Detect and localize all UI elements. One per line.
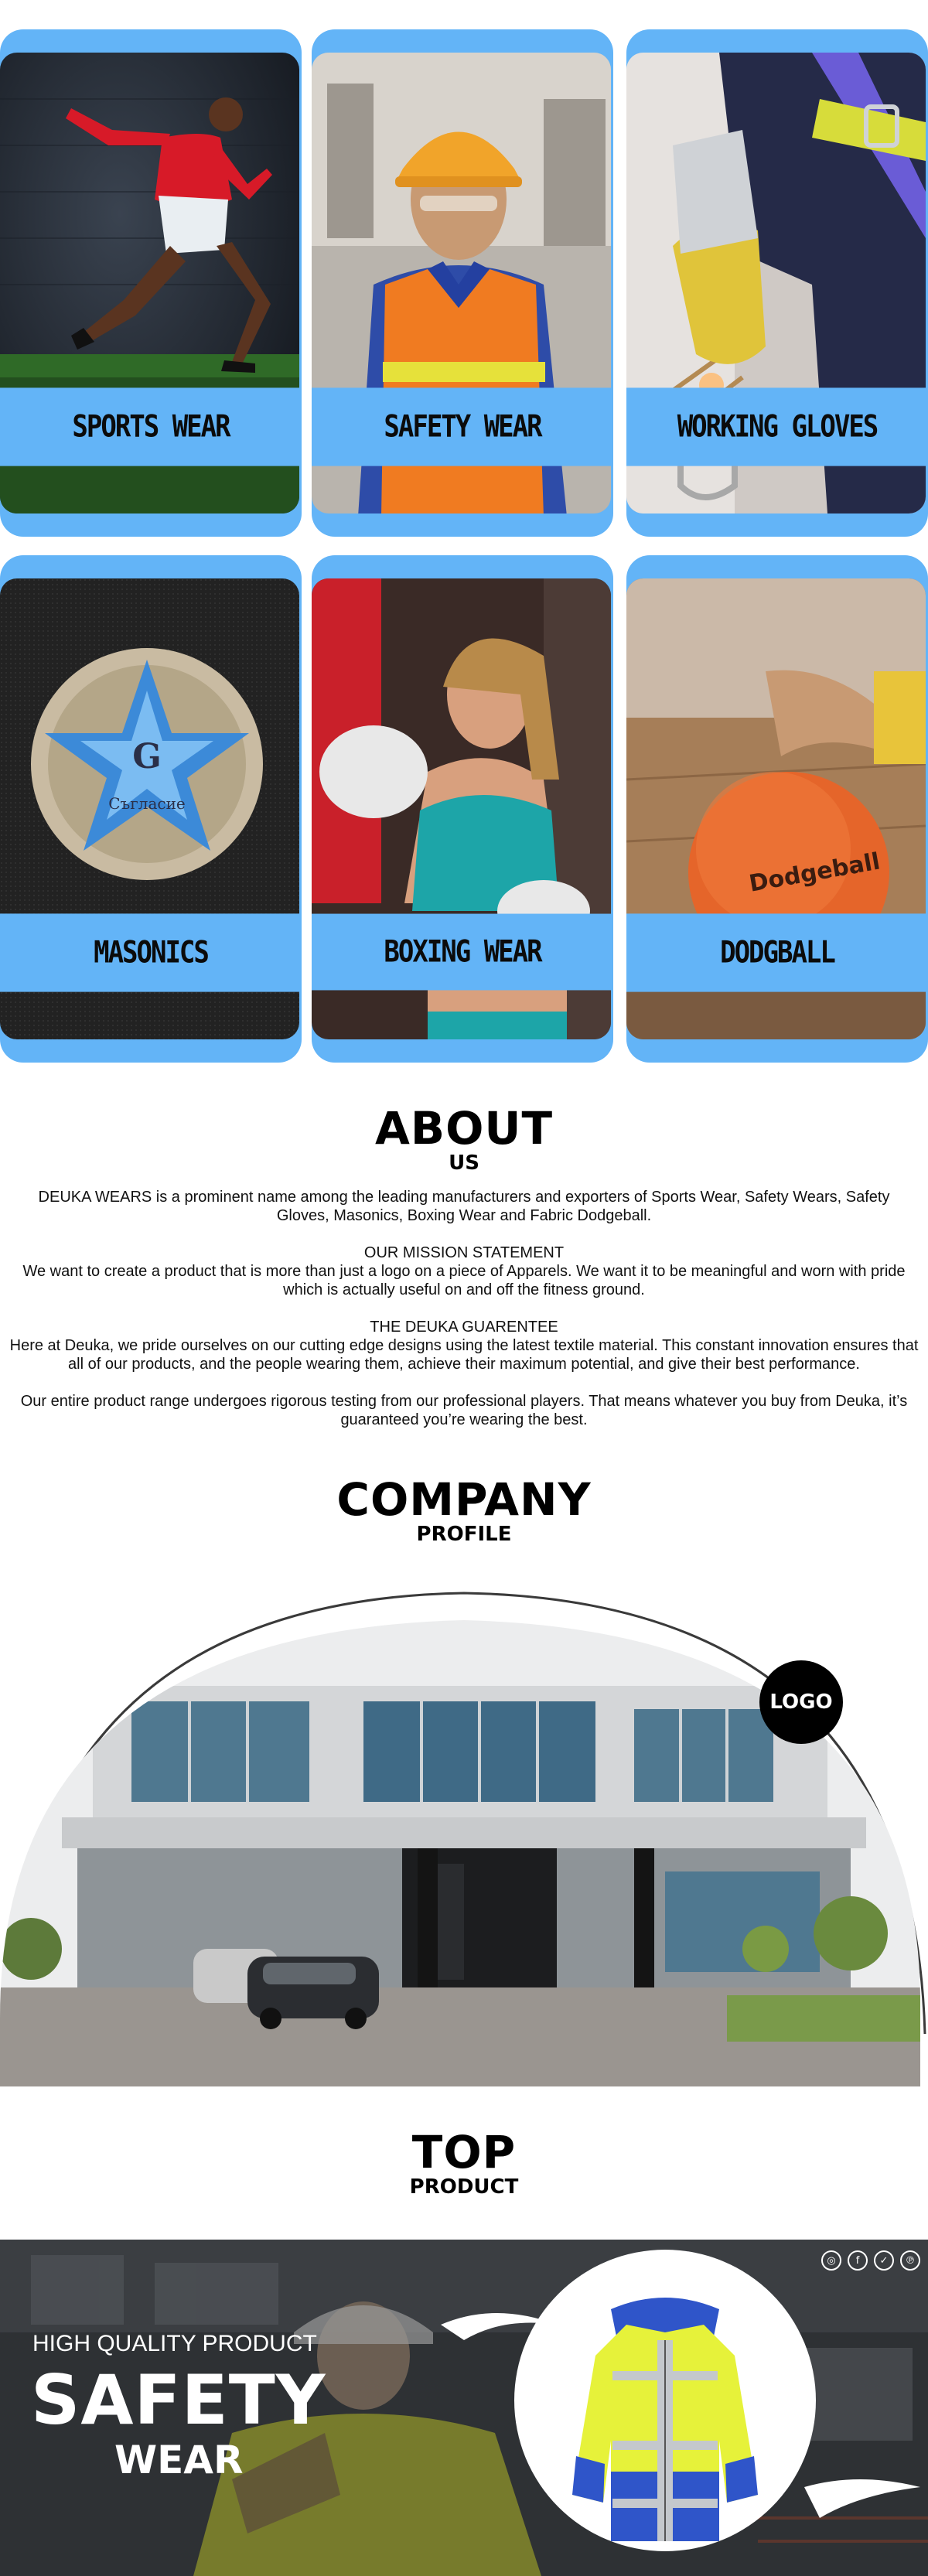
pinterest-icon[interactable]: ℗: [900, 2250, 920, 2271]
category-card-working-gloves[interactable]: [626, 29, 928, 537]
top-product-banner[interactable]: [0, 2240, 928, 2576]
about-text-block: [0, 1188, 928, 1448]
category-card-safety-wear[interactable]: [312, 29, 613, 537]
about-heading: [0, 1104, 928, 1174]
guarantee-label: THE DEUKA GUARENTEE: [370, 1319, 558, 1336]
top-product-heading: [0, 2128, 928, 2198]
category-label: BOXING WEAR: [312, 914, 613, 991]
category-label: MASONICS: [0, 913, 302, 991]
banner-subtitle: WEAR: [114, 2438, 244, 2482]
category-label: SAFETY WEAR: [312, 387, 613, 466]
about-intro: DEUKA WEARS is a prominent name among the leading manufacturers and exporters of Sports Wear, Safety Wears, Safety Gloves, Masonics, Boxing Wear and Fabric Dodgeball.: [38, 1189, 890, 1224]
guarantee-text: Here at Deuka, we pride ourselves on our cutting edge designs using the latest textile material. This constant innovation ensures that all of our products, and the people wearing them, achieve their maximum potential, and give their best performance.: [9, 1337, 919, 1373]
mission-text: We want to create a product that is more than just a logo on a piece of Apparels. We want it to be meaningful and worn with pride which is actually useful on and off the fitness ground.: [22, 1263, 906, 1298]
twitter-icon[interactable]: ✓: [874, 2250, 894, 2271]
ball-print: Dodgeball: [747, 848, 882, 898]
mission-label: OUR MISSION STATEMENT: [363, 1244, 565, 1261]
instagram-icon[interactable]: ◎: [821, 2250, 841, 2271]
badge-inscription: Съгласие: [108, 794, 186, 813]
guarantee-section: [0, 1318, 928, 1373]
svg-text:G: G: [132, 737, 162, 776]
category-label: WORKING GLOVES: [626, 387, 928, 466]
company-heading: [0, 1473, 928, 1546]
category-card-dodgball[interactable]: [626, 555, 928, 1063]
top-product-title: TOP: [411, 2126, 517, 2179]
category-label: SPORTS WEAR: [0, 387, 302, 466]
testing-text: Our entire product range undergoes rigorous testing from our professional players. That means whatever you buy from Deuka, it’s guaranteed you’re wearing the best.: [20, 1393, 908, 1428]
category-card-masonics[interactable]: [0, 555, 302, 1063]
company-building-photo: [0, 1585, 928, 2086]
category-label: DODGBALL: [626, 913, 928, 991]
top-product-subtitle: PRODUCT: [409, 2175, 519, 2199]
about-subtitle: US: [449, 1152, 479, 1175]
banner-tagline: HIGH QUALITY PRODUCT: [32, 2331, 317, 2356]
social-links: [821, 2250, 920, 2271]
banner-title: SAFETY: [31, 2360, 326, 2440]
mission-section: [0, 1244, 928, 1299]
company-subtitle: PROFILE: [416, 1523, 512, 1546]
company-logo-badge[interactable]: LOGO: [759, 1660, 843, 1744]
about-title: ABOUT: [374, 1102, 554, 1155]
facebook-icon[interactable]: f: [848, 2250, 868, 2271]
category-card-boxing-wear[interactable]: [312, 555, 613, 1063]
company-title: COMPANY: [336, 1473, 592, 1526]
category-card-sports-wear[interactable]: [0, 29, 302, 537]
